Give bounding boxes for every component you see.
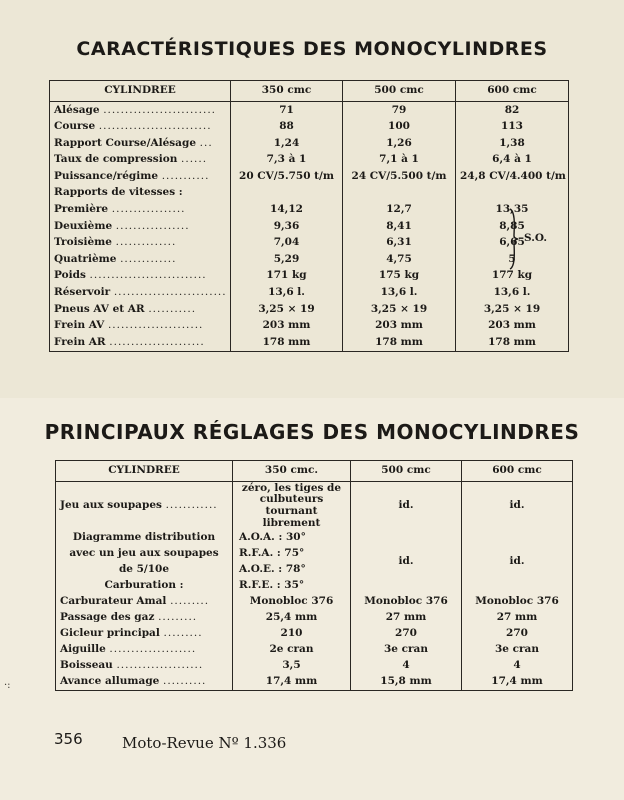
row-label bbox=[56, 674, 233, 691]
value-cell: 1,26 bbox=[343, 135, 456, 152]
row-label bbox=[56, 610, 233, 626]
table-row bbox=[50, 119, 569, 136]
value-cell: 13,6 l. bbox=[343, 285, 456, 302]
leader-dots: ............ bbox=[165, 499, 218, 512]
table-row-diagramme-1 bbox=[56, 530, 573, 546]
leader-dots: ............. bbox=[120, 252, 177, 265]
header-cylindree: CYLINDREE bbox=[50, 81, 231, 102]
table-row bbox=[50, 202, 569, 219]
characteristics-table bbox=[49, 80, 569, 352]
row-label-text: Boisseau bbox=[60, 659, 113, 672]
row-label-text: Poids bbox=[54, 269, 86, 282]
value-cell: 6,4 à 1 bbox=[456, 152, 569, 169]
row-label-text: Deuxième bbox=[54, 219, 113, 232]
value-cell: 203 mm bbox=[343, 318, 456, 335]
header-500: 500 cmc bbox=[351, 461, 462, 482]
value-cell: 71 bbox=[231, 102, 343, 119]
value-cell: Monobloc 376 bbox=[462, 594, 573, 610]
row-label-text: Course bbox=[54, 120, 96, 133]
row-label bbox=[56, 594, 233, 610]
leader-dots: ... bbox=[199, 136, 213, 149]
value-cell: 13,35 bbox=[456, 202, 569, 219]
row-label bbox=[50, 235, 231, 252]
table-row-jeu bbox=[56, 482, 573, 531]
row-label bbox=[56, 482, 233, 531]
value-cell: 4 bbox=[462, 658, 573, 674]
header-600: 600 cmc bbox=[462, 461, 573, 482]
table-row bbox=[50, 318, 569, 335]
row-label-text: Troisième bbox=[54, 236, 112, 249]
row-label bbox=[50, 102, 231, 119]
row-label-text: Quatrième bbox=[54, 252, 117, 265]
row-label-text: Alésage bbox=[54, 103, 100, 116]
table-row bbox=[50, 168, 569, 185]
value-cell: 178 mm bbox=[343, 334, 456, 351]
value-cell: 3,5 bbox=[233, 658, 351, 674]
row-label-text: Pneus AV et AR bbox=[54, 302, 145, 315]
so-label: S.O. bbox=[524, 232, 548, 244]
diagramme-aoa: A.O.A. : 30° bbox=[233, 530, 351, 546]
leader-dots: ......... bbox=[158, 611, 198, 624]
diagramme-aoe: A.O.E. : 78° bbox=[233, 562, 351, 578]
value-cell: 4 bbox=[351, 658, 462, 674]
row-label bbox=[50, 135, 231, 152]
settings-table bbox=[55, 460, 573, 691]
leader-dots: ........... bbox=[161, 169, 210, 182]
value-cell: 13,6 l. bbox=[231, 285, 343, 302]
row-label-text: Frein AV bbox=[54, 319, 105, 332]
row-label bbox=[50, 268, 231, 285]
value-cell: 7,1 à 1 bbox=[343, 152, 456, 169]
leader-dots: ........... bbox=[148, 302, 197, 315]
value-cell: 270 bbox=[351, 626, 462, 642]
leader-dots: .................... bbox=[116, 659, 204, 672]
table-row bbox=[50, 185, 569, 202]
row-label bbox=[56, 642, 233, 658]
so-bracket bbox=[508, 208, 558, 274]
table-row bbox=[50, 235, 569, 252]
leader-dots: ................. bbox=[111, 203, 186, 216]
magazine-credit: Moto-Revue Nº 1.336 bbox=[122, 734, 287, 752]
value-cell: 3,25 × 19 bbox=[456, 301, 569, 318]
diagramme-line-1: Diagramme distribution bbox=[72, 531, 216, 544]
row-label bbox=[50, 301, 231, 318]
value-cell: 15,8 mm bbox=[351, 674, 462, 691]
value-cell: 178 mm bbox=[231, 334, 343, 351]
value-cell: 177 kg bbox=[456, 268, 569, 285]
value-cell: 27 mm bbox=[351, 610, 462, 626]
table-row bbox=[56, 674, 573, 691]
table-row bbox=[50, 102, 569, 119]
row-label-text: Première bbox=[54, 203, 109, 216]
value-cell: 175 kg bbox=[343, 268, 456, 285]
value-cell: 178 mm bbox=[456, 334, 569, 351]
row-label bbox=[50, 218, 231, 235]
row-label-text: Avance allumage bbox=[60, 675, 160, 688]
value-cell bbox=[343, 185, 456, 202]
row-label-text: Rapport Course/Alésage bbox=[54, 136, 197, 149]
table-row bbox=[56, 658, 573, 674]
leader-dots: .......................... bbox=[103, 103, 216, 116]
table-row bbox=[50, 285, 569, 302]
value-cell: 7,3 à 1 bbox=[231, 152, 343, 169]
table-header-row bbox=[50, 81, 569, 102]
value-cell: 4,75 bbox=[343, 251, 456, 268]
value-cell: 24 CV/5.500 t/m bbox=[343, 168, 456, 185]
value-cell: 25,4 mm bbox=[233, 610, 351, 626]
value-cell: 3e cran bbox=[351, 642, 462, 658]
row-label bbox=[50, 119, 231, 136]
value-cell: Monobloc 376 bbox=[351, 594, 462, 610]
row-label bbox=[56, 658, 233, 674]
value-cell: 113 bbox=[456, 119, 569, 136]
table-row bbox=[50, 218, 569, 235]
leader-dots: ........................... bbox=[89, 269, 207, 282]
table-row bbox=[50, 251, 569, 268]
row-label-text: Réservoir bbox=[54, 286, 111, 299]
leader-dots: ......... bbox=[163, 627, 203, 640]
value-cell: 8,85 bbox=[456, 218, 569, 235]
value-cell: 100 bbox=[343, 119, 456, 136]
header-cylindree: CYLINDREE bbox=[56, 461, 233, 482]
jeu-350: zéro, les tiges de culbuteurs tournant librement bbox=[233, 482, 351, 531]
section2-title: PRINCIPAUX RÉGLAGES DES MONOCYLINDRES bbox=[44, 420, 580, 444]
table-row bbox=[50, 334, 569, 351]
row-label-text: Taux de compression bbox=[54, 153, 178, 166]
value-cell: 17,4 mm bbox=[462, 674, 573, 691]
diagramme-rfe: R.F.E. : 35° bbox=[233, 578, 351, 594]
value-cell: 7,04 bbox=[231, 235, 343, 252]
brace-icon bbox=[508, 208, 520, 270]
row-label bbox=[50, 152, 231, 169]
table-row bbox=[50, 268, 569, 285]
value-cell: 1,24 bbox=[231, 135, 343, 152]
table-row bbox=[50, 135, 569, 152]
value-cell: 210 bbox=[233, 626, 351, 642]
row-label-text: Frein AR bbox=[54, 335, 106, 348]
table-row bbox=[50, 152, 569, 169]
value-cell: 171 kg bbox=[231, 268, 343, 285]
value-cell: 2e cran bbox=[233, 642, 351, 658]
value-cell: 17,4 mm bbox=[233, 674, 351, 691]
row-label-text: Rapports de vitesses : bbox=[54, 186, 183, 199]
value-cell: 5 bbox=[456, 251, 569, 268]
leader-dots: ...................... bbox=[109, 335, 205, 348]
header-350: 350 cmc bbox=[231, 81, 343, 102]
value-cell: 270 bbox=[462, 626, 573, 642]
leader-dots: .......................... bbox=[98, 120, 212, 133]
value-cell: 13,6 l. bbox=[456, 285, 569, 302]
value-cell: 203 mm bbox=[231, 318, 343, 335]
row-label bbox=[50, 334, 231, 351]
value-cell: 24,8 CV/4.400 t/m bbox=[456, 168, 569, 185]
table-header-row bbox=[56, 461, 573, 482]
leader-dots: ................. bbox=[115, 219, 190, 232]
value-cell: 5,29 bbox=[231, 251, 343, 268]
table-row bbox=[56, 626, 573, 642]
row-label-text: Gicleur principal bbox=[60, 627, 160, 640]
diagramme-600: id. bbox=[462, 530, 573, 594]
value-cell: 6,65 bbox=[456, 235, 569, 252]
value-cell: 3,25 × 19 bbox=[343, 301, 456, 318]
value-cell: 3,25 × 19 bbox=[231, 301, 343, 318]
diagramme-500: id. bbox=[351, 530, 462, 594]
value-cell bbox=[456, 185, 569, 202]
leader-dots: .............. bbox=[115, 236, 177, 249]
value-cell: 88 bbox=[231, 119, 343, 136]
row-label bbox=[50, 185, 231, 202]
value-cell: 20 CV/5.750 t/m bbox=[231, 168, 343, 185]
jeu-600: id. bbox=[462, 482, 573, 531]
value-cell: 27 mm bbox=[462, 610, 573, 626]
row-label-text: Aiguille bbox=[60, 643, 106, 656]
print-speck: ·: bbox=[4, 680, 11, 691]
leader-dots: .................... bbox=[109, 643, 197, 656]
row-label-text: Puissance/régime bbox=[54, 169, 159, 182]
header-350: 350 cmc. bbox=[233, 461, 351, 482]
value-cell: 12,7 bbox=[343, 202, 456, 219]
row-label bbox=[50, 285, 231, 302]
jeu-500: id. bbox=[351, 482, 462, 531]
leader-dots: ...................... bbox=[107, 319, 204, 332]
header-500: 500 cmc bbox=[343, 81, 456, 102]
row-label bbox=[50, 318, 231, 335]
value-cell: 14,12 bbox=[231, 202, 343, 219]
value-cell: 79 bbox=[343, 102, 456, 119]
row-label bbox=[56, 626, 233, 642]
leader-dots: .......... bbox=[163, 675, 207, 688]
row-label bbox=[50, 202, 231, 219]
section1-title: CARACTÉRISTIQUES DES MONOCYLINDRES bbox=[76, 38, 548, 60]
value-cell: 203 mm bbox=[456, 318, 569, 335]
row-label-text: Carburateur Amal bbox=[60, 595, 167, 608]
page-number: 356 bbox=[54, 730, 83, 748]
value-cell bbox=[231, 185, 343, 202]
diagramme-rfa: R.F.A. : 75° bbox=[233, 546, 351, 562]
leader-dots: .......................... bbox=[113, 286, 227, 299]
row-label bbox=[50, 251, 231, 268]
diagramme-line-2: avec un jeu aux soupapes bbox=[69, 547, 219, 560]
value-cell: 82 bbox=[456, 102, 569, 119]
diagramme-line-4: Carburation : bbox=[104, 579, 184, 592]
value-cell: Monobloc 376 bbox=[233, 594, 351, 610]
value-cell: 6,31 bbox=[343, 235, 456, 252]
diagramme-line-3: de 5/10e bbox=[118, 563, 170, 576]
row-label-text: Passage des gaz bbox=[60, 611, 155, 624]
value-cell: 8,41 bbox=[343, 218, 456, 235]
value-cell: 1,38 bbox=[456, 135, 569, 152]
jeu-label: Jeu aux soupapes bbox=[60, 499, 162, 512]
table-row bbox=[50, 301, 569, 318]
leader-dots: ......... bbox=[170, 595, 210, 608]
table-row bbox=[56, 610, 573, 626]
leader-dots: ...... bbox=[181, 153, 208, 166]
value-cell: 3e cran bbox=[462, 642, 573, 658]
header-600: 600 cmc bbox=[456, 81, 569, 102]
table-row bbox=[56, 642, 573, 658]
value-cell: 9,36 bbox=[231, 218, 343, 235]
table-row bbox=[56, 594, 573, 610]
row-label bbox=[50, 168, 231, 185]
